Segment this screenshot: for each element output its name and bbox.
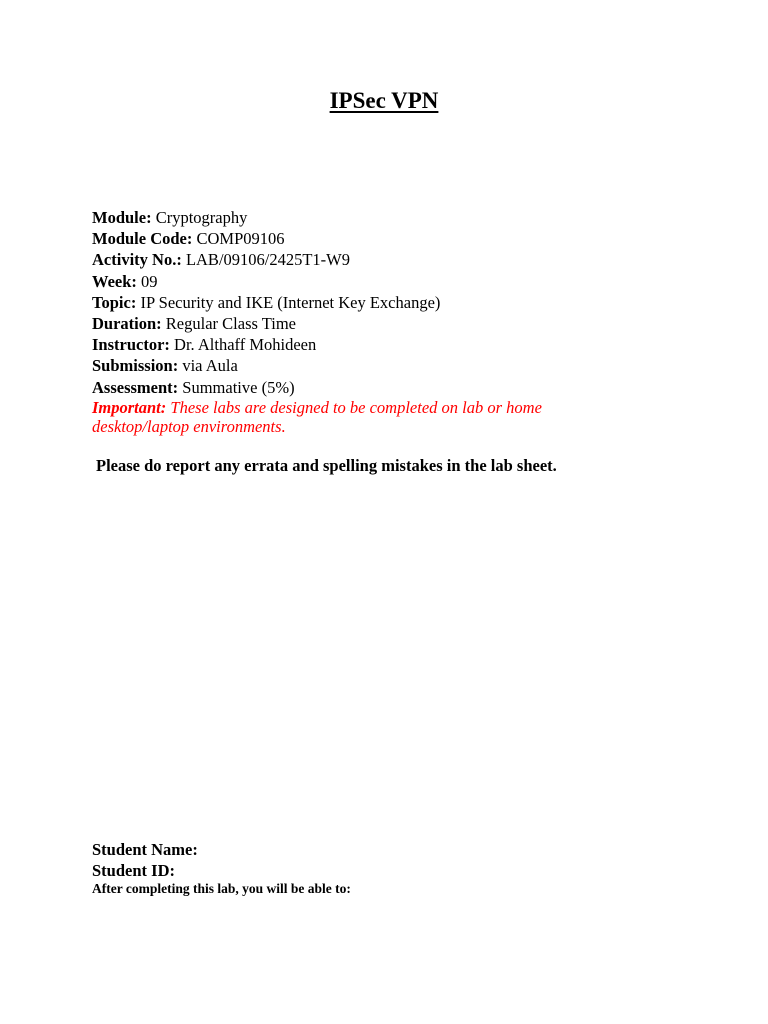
document-title: IPSec VPN [329, 88, 439, 113]
detail-value: 09 [136, 271, 158, 291]
detail-label: Topic: [92, 292, 137, 312]
detail-row-instructor [92, 334, 712, 355]
detail-row-module-code [92, 228, 712, 249]
detail-row-assessment [92, 377, 712, 398]
important-text: These labs are designed to be completed on lab or home desktop/laptop environments. [92, 397, 542, 437]
detail-label: Instructor: [92, 335, 170, 355]
detail-row-topic [92, 292, 712, 313]
detail-row-duration [92, 313, 712, 334]
detail-label: Submission: [92, 356, 179, 376]
detail-label: Week: [92, 271, 137, 291]
important-label: Important: [92, 397, 167, 417]
important-note [92, 398, 612, 437]
lab-details [92, 207, 712, 437]
detail-label: Activity No.: [92, 250, 182, 270]
detail-label: Module: [92, 208, 152, 227]
detail-row-activity-no [92, 249, 712, 270]
detail-label: Module Code: [92, 229, 193, 249]
detail-value: Summative (5%) [178, 377, 295, 397]
detail-row-week [92, 271, 712, 292]
detail-row-module [92, 207, 712, 228]
detail-value: via Aula [178, 356, 238, 376]
student-info [92, 839, 198, 881]
detail-label: Assessment: [92, 377, 179, 397]
detail-value: Cryptography [151, 208, 248, 227]
detail-value: LAB/09106/2425T1-W9 [181, 250, 351, 270]
student-name-label: Student Name: [92, 840, 198, 859]
errata-note: Please do report any errata and spelling mistakes in the lab sheet. [96, 456, 557, 475]
detail-value: Regular Class Time [161, 314, 296, 334]
detail-value: Dr. Althaff Mohideen [169, 335, 317, 355]
student-id-label: Student ID: [92, 861, 175, 881]
detail-label: Duration: [92, 314, 162, 334]
detail-row-submission [92, 355, 712, 376]
learning-outcomes-intro: After completing this lab, you will be able to: [92, 881, 351, 896]
detail-value: COMP09106 [192, 229, 285, 249]
detail-value: IP Security and IKE (Internet Key Exchange) [136, 292, 441, 312]
